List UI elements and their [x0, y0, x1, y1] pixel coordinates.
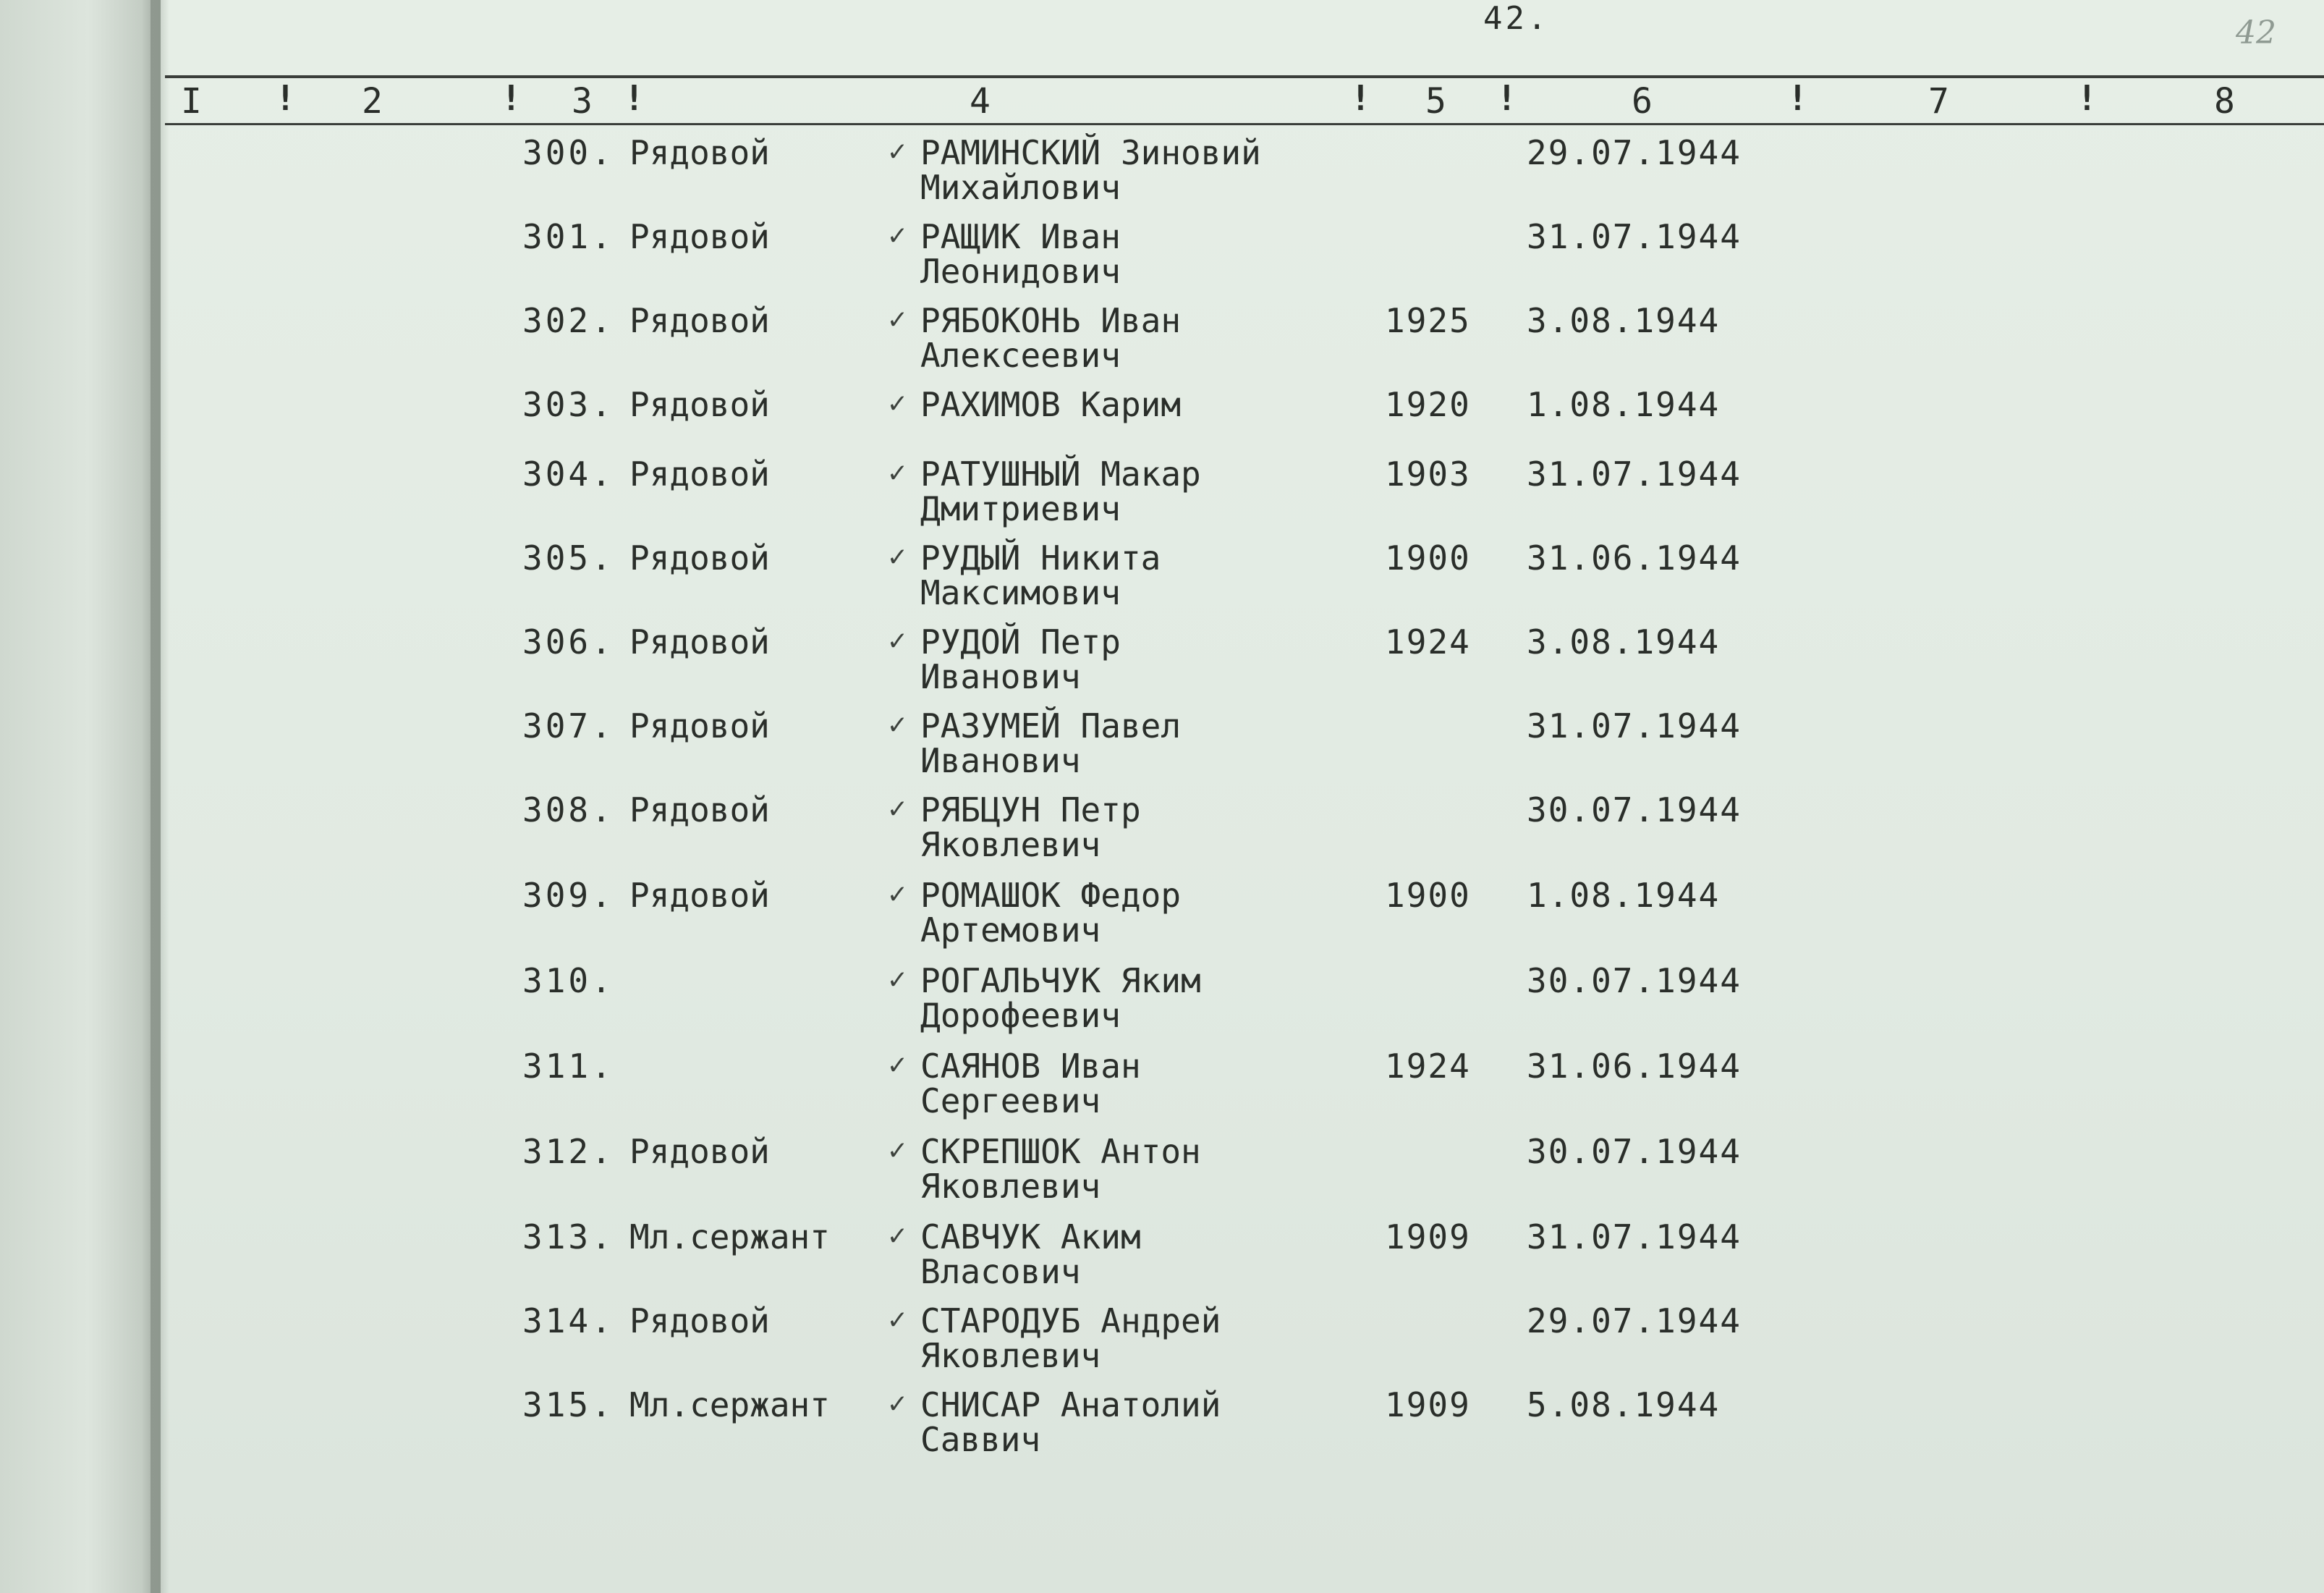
entry-date: 3.08.1944 [1527, 622, 1721, 662]
table-row [0, 540, 2324, 620]
entry-patronymic: Яковлевич [920, 825, 1101, 864]
entry-checkmark: ✓ [889, 135, 907, 168]
entry-rank: Рядовой [629, 1132, 770, 1171]
entry-surname-name: РУДЫЙ Никита [920, 538, 1161, 578]
entry-checkmark: ✓ [889, 1387, 907, 1420]
entry-surname-name: РАЗУМЕЙ Павел [920, 706, 1182, 745]
column-header-6: 6 [1632, 81, 1653, 122]
entry-date: 1.08.1944 [1527, 385, 1721, 424]
entry-birth-year: 1909 [1385, 1217, 1471, 1256]
entry-birth-year: 1900 [1385, 538, 1471, 578]
entry-checkmark: ✓ [889, 303, 907, 336]
entry-surname-name: РАМИНСКИЙ Зиновий [920, 133, 1261, 172]
entry-patronymic: Яковлевич [920, 1167, 1101, 1206]
entry-checkmark: ✓ [889, 1303, 907, 1336]
entry-patronymic: Иванович [920, 741, 1081, 780]
entry-number: 301. [522, 217, 614, 256]
entry-number: 313. [522, 1217, 614, 1256]
column-header-7: 7 [1928, 81, 1949, 122]
entry-checkmark: ✓ [889, 1219, 907, 1252]
entry-number: 305. [522, 538, 614, 578]
entry-rank: Рядовой [629, 133, 770, 172]
entry-rank: Рядовой [629, 217, 770, 256]
table-row [0, 792, 2324, 871]
entry-number: 314. [522, 1301, 614, 1340]
column-header-3: 3 [572, 81, 593, 122]
entry-checkmark: ✓ [889, 963, 907, 996]
entry-birth-year: 1925 [1385, 301, 1471, 340]
table-row [0, 1303, 2324, 1382]
entry-birth-year: 1900 [1385, 876, 1471, 915]
page-number: 42. [1483, 0, 1550, 37]
column-header-5: 5 [1425, 81, 1446, 122]
entry-patronymic: Яковлевич [920, 1336, 1101, 1375]
entry-date: 29.07.1944 [1527, 133, 1742, 172]
entry-patronymic: Сергеевич [920, 1081, 1101, 1120]
table-row [0, 219, 2324, 298]
table-row [0, 708, 2324, 787]
entry-rank: Рядовой [629, 876, 770, 915]
entry-surname-name: РЯБЦУН Петр [920, 790, 1141, 829]
entry-surname-name: РАЩИК Иван [920, 217, 1121, 256]
entry-checkmark: ✓ [889, 540, 907, 573]
entry-number: 312. [522, 1132, 614, 1171]
entry-date: 29.07.1944 [1527, 1301, 1742, 1340]
entry-number: 303. [522, 385, 614, 424]
column-separator: ! [1350, 78, 1371, 119]
entry-surname-name: РОМАШОК Федор [920, 876, 1182, 915]
entry-rank: Рядовой [629, 790, 770, 829]
entry-birth-year: 1903 [1385, 455, 1471, 494]
entry-number: 308. [522, 790, 614, 829]
entry-checkmark: ✓ [889, 624, 907, 657]
entry-rank: Мл.сержант [629, 1217, 830, 1256]
entry-surname-name: СКРЕПШОК Антон [920, 1132, 1201, 1171]
table-row [0, 135, 2324, 214]
column-separator: ! [275, 78, 296, 119]
entry-rank: Рядовой [629, 301, 770, 340]
entry-number: 306. [522, 622, 614, 662]
entry-rank: Рядовой [629, 1301, 770, 1340]
entry-date: 30.07.1944 [1527, 1132, 1742, 1171]
entry-surname-name: САВЧУК Аким [920, 1217, 1141, 1256]
table-row [0, 456, 2324, 536]
entry-checkmark: ✓ [889, 1048, 907, 1081]
entry-patronymic: Иванович [920, 657, 1081, 696]
column-header-2: 2 [362, 81, 383, 122]
column-separator: ! [1787, 78, 1808, 119]
entry-date: 1.08.1944 [1527, 876, 1721, 915]
entry-surname-name: СНИСАР Анатолий [920, 1385, 1221, 1424]
entry-checkmark: ✓ [889, 877, 907, 910]
entry-number: 309. [522, 876, 614, 915]
entry-rank: Рядовой [629, 622, 770, 662]
entry-rank: Рядовой [629, 455, 770, 494]
entry-date: 31.07.1944 [1527, 217, 1742, 256]
table-row [0, 303, 2324, 382]
entry-checkmark: ✓ [889, 456, 907, 489]
table-row [0, 1387, 2324, 1466]
entry-number: 315. [522, 1385, 614, 1424]
entry-date: 31.06.1944 [1527, 538, 1742, 578]
column-separator: ! [624, 78, 645, 119]
archive-page-number: 42 [2236, 14, 2276, 51]
entry-rank: Рядовой [629, 385, 770, 424]
entry-number: 302. [522, 301, 614, 340]
entry-number: 304. [522, 455, 614, 494]
entry-patronymic: Саввич [920, 1420, 1041, 1459]
table-row [0, 1133, 2324, 1213]
entry-date: 5.08.1944 [1527, 1385, 1721, 1424]
entry-birth-year: 1920 [1385, 385, 1471, 424]
entry-birth-year: 1924 [1385, 1047, 1471, 1086]
entry-date: 31.07.1944 [1527, 455, 1742, 494]
entry-number: 310. [522, 961, 614, 1000]
entry-surname-name: РАХИМОВ Карим [920, 385, 1182, 424]
table-row [0, 1219, 2324, 1298]
entry-rank: Мл.сержант [629, 1385, 830, 1424]
table-row [0, 1048, 2324, 1128]
entry-patronymic: Дорофеевич [920, 996, 1121, 1035]
entry-date: 30.07.1944 [1527, 961, 1742, 1000]
entry-patronymic: Алексеевич [920, 336, 1121, 375]
entry-number: 311. [522, 1047, 614, 1086]
entry-number: 300. [522, 133, 614, 172]
entry-surname-name: САЯНОВ Иван [920, 1047, 1141, 1086]
entry-checkmark: ✓ [889, 792, 907, 825]
entry-patronymic: Артемович [920, 910, 1101, 950]
entry-patronymic: Михайлович [920, 168, 1121, 207]
entry-date: 31.06.1944 [1527, 1047, 1742, 1086]
column-header-4: 4 [970, 81, 991, 122]
entry-surname-name: РУДОЙ Петр [920, 622, 1121, 662]
entry-checkmark: ✓ [889, 386, 907, 420]
table-row [0, 877, 2324, 957]
entry-patronymic: Максимович [920, 573, 1121, 612]
entry-surname-name: РЯБОКОНЬ Иван [920, 301, 1182, 340]
entry-surname-name: СТАРОДУБ Андрей [920, 1301, 1221, 1340]
entry-checkmark: ✓ [889, 219, 907, 252]
entry-patronymic: Дмитриевич [920, 489, 1121, 528]
entry-surname-name: РАТУШНЫЙ Макар [920, 455, 1201, 494]
entry-date: 30.07.1944 [1527, 790, 1742, 829]
entry-rank: Рядовой [629, 538, 770, 578]
table-row [0, 963, 2324, 1042]
entry-birth-year: 1924 [1385, 622, 1471, 662]
entry-patronymic: Леонидович [920, 252, 1121, 291]
column-separator: ! [1496, 78, 1517, 119]
entry-number: 307. [522, 706, 614, 745]
entry-patronymic: Власович [920, 1252, 1081, 1291]
entry-date: 31.07.1944 [1527, 706, 1742, 745]
entry-checkmark: ✓ [889, 1133, 907, 1167]
column-header-1: I [181, 81, 202, 122]
column-header-8: 8 [2214, 81, 2235, 122]
entry-checkmark: ✓ [889, 708, 907, 741]
entry-surname-name: РОГАЛЬЧУК Яким [920, 961, 1201, 1000]
entry-rank: Рядовой [629, 706, 770, 745]
table-row [0, 624, 2324, 703]
entry-date: 3.08.1944 [1527, 301, 1721, 340]
column-separator: ! [501, 78, 522, 119]
column-separator: ! [2077, 78, 2098, 119]
entry-birth-year: 1909 [1385, 1385, 1471, 1424]
entry-date: 31.07.1944 [1527, 1217, 1742, 1256]
